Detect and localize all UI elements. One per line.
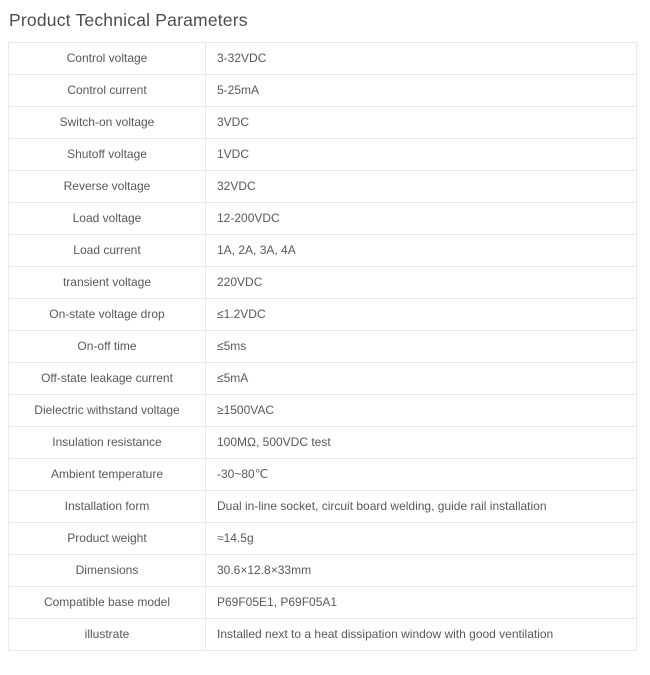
param-value: 1VDC	[206, 139, 637, 171]
param-value: Dual in-line socket, circuit board welding, guide rail installation	[206, 491, 637, 523]
table-row	[9, 43, 637, 75]
param-label: Dimensions	[9, 555, 206, 587]
page-title: Product Technical Parameters	[9, 10, 248, 30]
param-label: Installation form	[9, 491, 206, 523]
param-value: ≤5ms	[206, 331, 637, 363]
table-row	[9, 491, 637, 523]
param-value: ≥1500VAC	[206, 395, 637, 427]
param-value: 30.6×12.8×33mm	[206, 555, 637, 587]
param-value: 3-32VDC	[206, 43, 637, 75]
table-row	[9, 267, 637, 299]
param-label: Compatible base model	[9, 587, 206, 619]
param-value: Installed next to a heat dissipation window with good ventilation	[206, 619, 637, 651]
param-value: ≤1.2VDC	[206, 299, 637, 331]
param-value: 5-25mA	[206, 75, 637, 107]
param-label: Dielectric withstand voltage	[9, 395, 206, 427]
param-value: 3VDC	[206, 107, 637, 139]
param-value: 1A, 2A, 3A, 4A	[206, 235, 637, 267]
param-label: transient voltage	[9, 267, 206, 299]
param-value: 100MΩ, 500VDC test	[206, 427, 637, 459]
parameters-table-wrap	[8, 42, 642, 651]
table-row	[9, 427, 637, 459]
table-row	[9, 299, 637, 331]
param-label: Shutoff voltage	[9, 139, 206, 171]
param-value: -30~80℃	[206, 459, 637, 491]
param-label: illustrate	[9, 619, 206, 651]
param-value: 32VDC	[206, 171, 637, 203]
param-value: 12-200VDC	[206, 203, 637, 235]
param-value: ≤5mA	[206, 363, 637, 395]
param-label: Off-state leakage current	[9, 363, 206, 395]
param-value: 220VDC	[206, 267, 637, 299]
table-row	[9, 171, 637, 203]
table-row	[9, 331, 637, 363]
table-row	[9, 523, 637, 555]
param-label: Product weight	[9, 523, 206, 555]
table-row	[9, 363, 637, 395]
table-row	[9, 107, 637, 139]
param-label: On-off time	[9, 331, 206, 363]
table-row	[9, 203, 637, 235]
param-label: Switch-on voltage	[9, 107, 206, 139]
param-value: P69F05E1, P69F05A1	[206, 587, 637, 619]
param-label: Reverse voltage	[9, 171, 206, 203]
param-value: ≈14.5g	[206, 523, 637, 555]
table-row	[9, 459, 637, 491]
table-row	[9, 235, 637, 267]
table-row	[9, 555, 637, 587]
param-label: Load current	[9, 235, 206, 267]
parameters-table	[8, 42, 637, 651]
table-row	[9, 75, 637, 107]
table-row	[9, 587, 637, 619]
param-label: Load voltage	[9, 203, 206, 235]
param-label: Insulation resistance	[9, 427, 206, 459]
param-label: On-state voltage drop	[9, 299, 206, 331]
table-row	[9, 619, 637, 651]
param-label: Control current	[9, 75, 206, 107]
table-row	[9, 395, 637, 427]
param-label: Control voltage	[9, 43, 206, 75]
param-label: Ambient temperature	[9, 459, 206, 491]
parameters-table-body	[9, 43, 637, 651]
table-row	[9, 139, 637, 171]
